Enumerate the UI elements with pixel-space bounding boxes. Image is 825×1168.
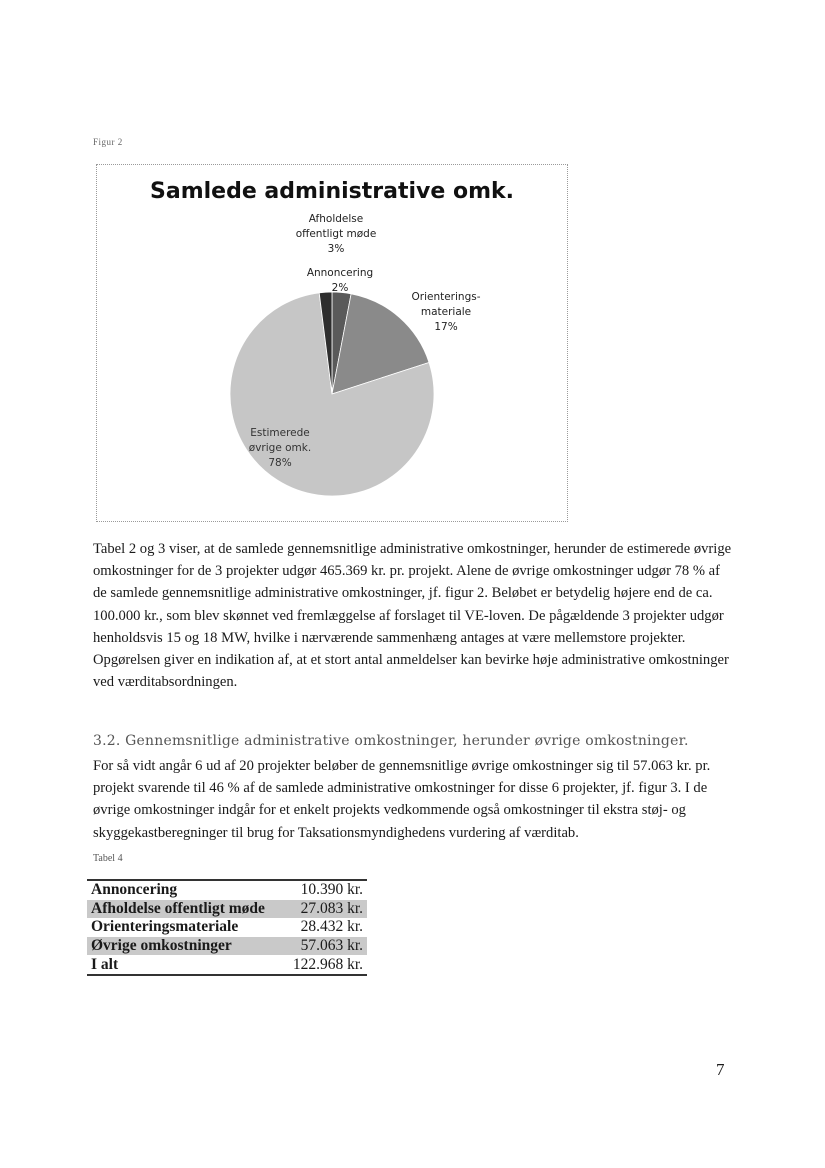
row-label: Afholdelse offentligt møde: [87, 900, 283, 919]
table-row-total: [87, 955, 367, 975]
pie-slice-label: Orienterings-materiale 17%: [411, 291, 481, 333]
paragraph-2: For så vidt angår 6 ud af 20 projekter beløber de gennemsnitlige øvrige omkostninger sig til 57.063 kr. pr. projekt svarende til 46 % af de samlede administrative omkostninger for disse 6 projekter, jf. figur 3. I de øvrige omkostninger indgår for et enkelt projekts vedkommende også omkostninger til ekstra støj- og skyggekastberegninger til brug for Taksationsmyndighedens vurdering af værditab.: [93, 758, 711, 841]
table-row: [87, 918, 367, 937]
table-row: [87, 900, 367, 919]
cost-table: [87, 879, 367, 976]
paragraph-1: Tabel 2 og 3 viser, at de samlede gennemsnitlige administrative omkostninger, herunder de estimerede øvrige omkostninger for de 3 projekter udgør 465.369 kr. pr. projekt. Alene de øvrige omkostninger udgør 78 % af de samlede gennemsnitlige administrative omkostninger, jf. figur 2. Beløbet er betydelig højere end de ca. 100.000 kr., som blev skønnet ved fremlæggelse af forslaget til VE-loven. De pågældende 3 projekter udgør henholdsvis 15 og 18 MW, hvilke i nærværende sammenhæng antages at være mellemstore projekter. Opgørelsen giver en indikation af, at et stort antal anmeldelser kan bevirke høje administrative omkostninger ved værditabsordningen.: [93, 541, 732, 691]
pie-slice-label: Annoncering 2%: [306, 267, 374, 294]
row-amount: 122.968 kr.: [292, 955, 363, 973]
chart-title: Samlede administrative omk.: [150, 179, 514, 204]
table-caption: Tabel 4: [93, 853, 123, 864]
row-label: Øvrige omkostninger: [87, 937, 283, 956]
pie-slice-label: Estimerede øvrige omk. 78%: [248, 427, 312, 469]
pie-slice-label: Afholdelse offentligt møde 3%: [295, 213, 377, 255]
table-row: [87, 937, 367, 956]
row-amount: 28.432 kr.: [300, 918, 363, 936]
row-label: Annoncering: [91, 881, 178, 899]
row-amount: 57.063 kr.: [283, 937, 367, 956]
row-label: I alt: [91, 955, 119, 973]
figure-caption: Figur 2: [93, 137, 123, 147]
page-number: 7: [716, 1060, 725, 1079]
row-label: Orienteringsmateriale: [91, 918, 239, 936]
pie-chart: [96, 164, 568, 522]
row-amount: 27.083 kr.: [283, 900, 367, 919]
row-amount: 10.390 kr.: [300, 881, 363, 899]
section-heading: 3.2. Gennemsnitlige administrative omkostninger, herunder øvrige omkostninger.: [93, 733, 689, 749]
table-row: [87, 880, 367, 900]
